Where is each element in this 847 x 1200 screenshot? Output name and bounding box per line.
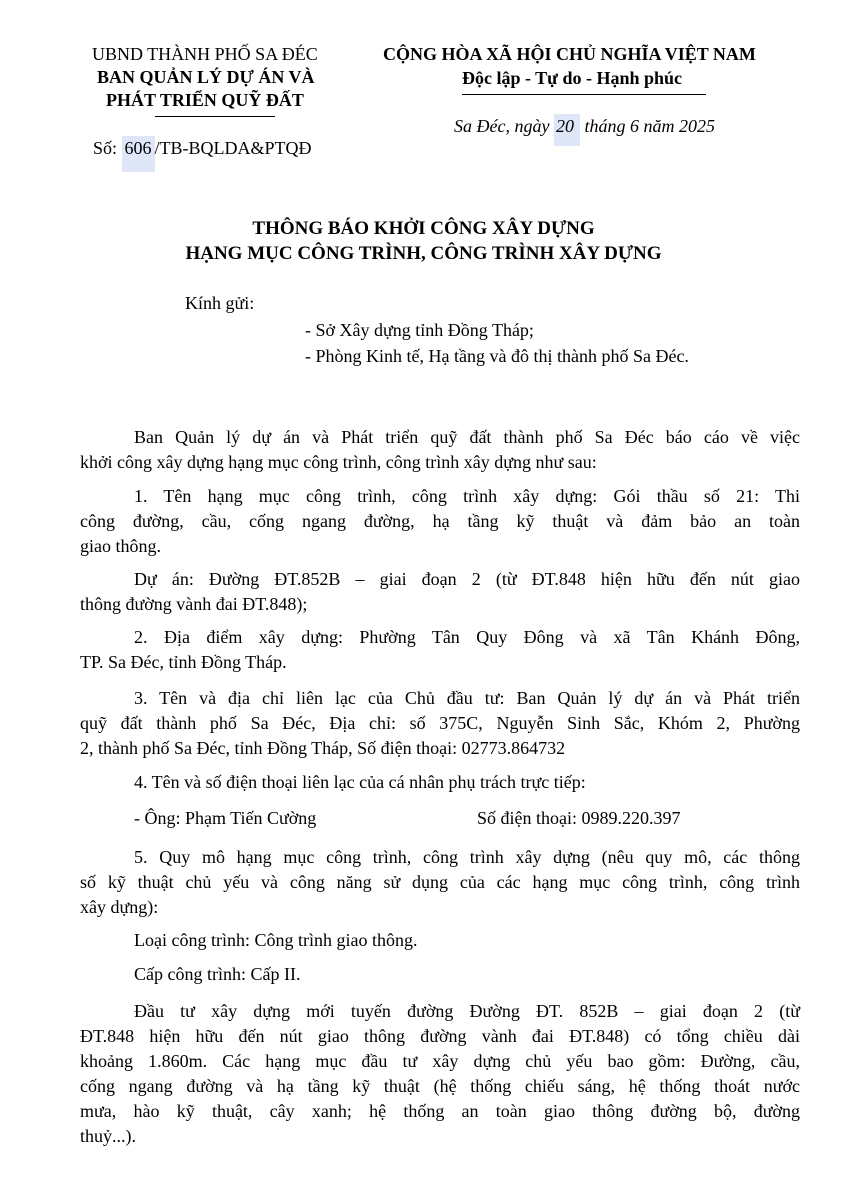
national-motto: Độc lập - Tự do - Hạnh phúc [462,68,683,88]
agency-name-line1: BAN QUẢN LÝ DỰ ÁN VÀ [97,67,315,87]
number-value: 606 [122,136,155,172]
construction-grade: Cấp công trình: Cấp II. [134,964,301,984]
agency-parent: UBND THÀNH PHỐ SA ĐÉC [92,44,318,64]
date-prefix: Sa Đéc, ngày [454,116,550,136]
section-5-paragraph: 5. Quy mô hạng mục công trình, công trình xây dựng (nêu quy mô, các thông số kỹ thuật chủ yếu và công năng sử dụng của các hạng mục công trình, công trình xây dựng): [80,847,800,917]
intro-paragraph: Ban Quản lý dự án và Phát triển quỹ đất thành phố Sa Đéc báo cáo về việc khởi công xây dựng hạng mục công trình, công trình xây dựng như sau: [80,427,800,472]
project-paragraph: Dự án: Đường ĐT.852B – giai đoạn 2 (từ ĐT.848 hiện hữu đến nút giao thông đường vành đai ĐT.848); [80,569,800,614]
document-date [454,116,715,137]
contact-person: - Ông: Phạm Tiến Cường [134,808,317,828]
date-day: 20 [554,114,580,146]
document-title-line1: THÔNG BÁO KHỞI CÔNG XÂY DỰNG [252,218,595,239]
number-prefix: Số: [93,138,118,158]
document-number [93,138,312,159]
recipient-1: - Sở Xây dựng tỉnh Đồng Tháp; [305,320,534,340]
agency-underline [155,116,275,117]
construction-type: Loại công trình: Công trình giao thông. [134,930,418,950]
section-2-paragraph: 2. Địa điểm xây dựng: Phường Tân Quy Đông và xã Tân Khánh Đông, TP. Sa Đéc, tỉnh Đồng Tháp. [80,627,800,672]
section-1-paragraph: 1. Tên hạng mục công trình, công trình xây dựng: Gói thầu số 21: Thi công đường, cầu, cống ngang đường, hạ tầng kỹ thuật và đảm bảo an toàn giao thông. [80,486,800,556]
contact-phone: Số điện thoại: 0989.220.397 [477,808,681,828]
national-title: CỘNG HÒA XÃ HỘI CHỦ NGHĨA VIỆT NAM [383,44,756,64]
agency-name-line2: PHÁT TRIỂN QUỸ ĐẤT [106,90,304,110]
document-title-line2: HẠNG MỤC CÔNG TRÌNH, CÔNG TRÌNH XÂY DỰNG [185,243,662,264]
recipient-2: - Phòng Kinh tế, Hạ tầng và đô thị thành phố Sa Đéc. [305,346,689,366]
number-suffix: /TB-BQLDA&PTQĐ [154,138,312,158]
section-4-heading: 4. Tên và số điện thoại liên lạc của cá nhân phụ trách trực tiếp: [134,772,586,792]
investment-paragraph: Đầu tư xây dựng mới tuyến đường Đường ĐT. 852B – giai đoạn 2 (từ ĐT.848 hiện hữu đến nút giao thông đường vành đai ĐT.848) có tổng chiều dài khoảng 1.860m. Các hạng mục đầu tư xây dựng chủ yếu bao gồm: Đường, cầu, cống ngang đường và hạ tầng kỹ thuật (hệ thống chiếu sáng, hệ thống thoát nước mưa, hào kỹ thuật, cây xanh; hệ thống an toàn giao thông đường bộ, đường thuỷ...). [80,1001,800,1146]
recipients-label: Kính gửi: [185,293,255,313]
section-3-paragraph: 3. Tên và địa chỉ liên lạc của Chủ đầu tư: Ban Quản lý dự án và Phát triển quỹ đất thành phố Sa Đéc, Địa chỉ: số 375C, Nguyễn Sinh Sắc, Khóm 2, Phường 2, thành phố Sa Đéc, tỉnh Đồng Tháp, Số điện thoại: 02773.864732 [80,688,800,758]
date-suffix: tháng 6 năm 2025 [584,116,715,136]
motto-underline [462,94,706,95]
